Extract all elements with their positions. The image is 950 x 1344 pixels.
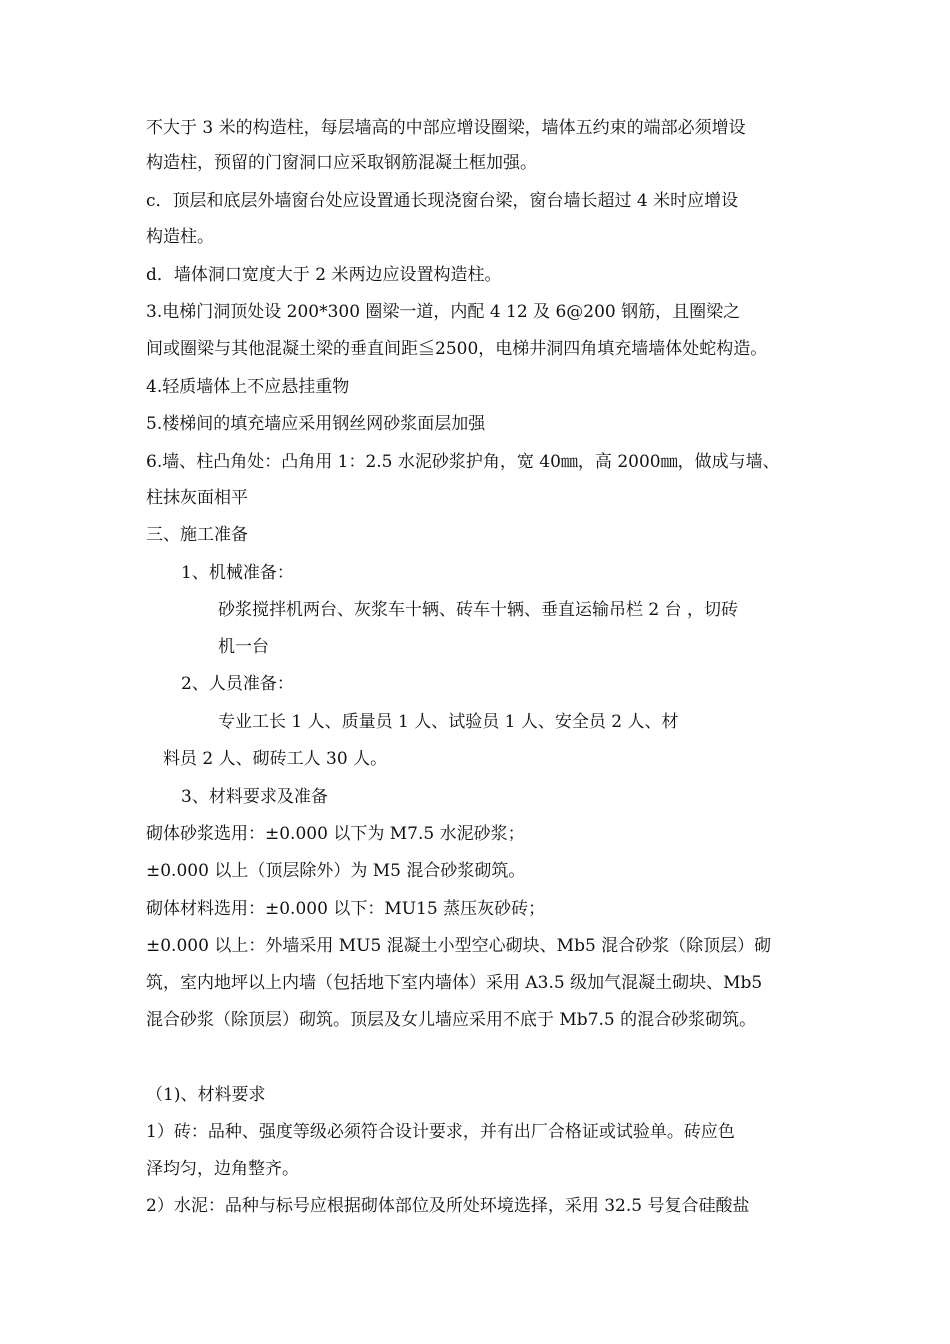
text-line-21: ±0.000 以上（顶层除外）为 M5 混合砂浆砌筑。 xyxy=(146,861,526,881)
section-heading: 三、施工准备 xyxy=(146,525,248,545)
text-line-28: 泽均匀，边角整齐。 xyxy=(146,1159,299,1179)
text-line-25: 混合砂浆（除顶层）砌筑。顶层及女儿墙应采用不底于 Mb7.5 的混合砂浆砌筑。 xyxy=(146,1010,757,1030)
subsection-heading-machinery: 1、机械准备： xyxy=(181,563,294,583)
text-line-18: 料员 2 人、砌砖工人 30 人。 xyxy=(163,749,388,769)
text-line-14: 砂浆搅拌机两台、灰浆车十辆、砖车十辆、垂直运输吊栏 2 台 ，切砖 xyxy=(218,600,739,620)
text-line-1: 不大于 3 米的构造柱，每层墙高的中部应增设圈梁，墙体五约束的端部必须增设 xyxy=(146,118,746,138)
text-line-11: 柱抹灰面相平 xyxy=(146,488,248,508)
text-line-2: 构造柱，预留的门窗洞口应采取钢筋混凝土框加强。 xyxy=(146,153,537,173)
text-line-6: 3.电梯门洞顶处设 200*300 圈梁一道，内配 4 12 及 6@200 钢筋，且圈梁之 xyxy=(146,302,741,322)
text-line-15: 机一台 xyxy=(218,637,269,657)
subsection-heading-personnel: 2、人员准备： xyxy=(181,674,294,694)
text-line-5: d．墙体洞口宽度大于 2 米两边应设置构造柱。 xyxy=(146,265,502,285)
subsection-heading-material-requirements: （1)、材料要求 xyxy=(146,1085,266,1105)
text-line-20: 砌体砂浆选用：±0.000 以下为 M7.5 水泥砂浆； xyxy=(146,824,525,844)
text-line-3: c．顶层和底层外墙窗台处应设置通长现浇窗台梁，窗台墙长超过 4 米时应增设 xyxy=(146,191,739,211)
text-line-22: 砌体材料选用：±0.000 以下：MU15 蒸压灰砂砖； xyxy=(146,899,546,919)
text-line-4: 构造柱。 xyxy=(146,227,214,247)
subsection-heading-materials: 3、材料要求及准备 xyxy=(181,787,328,807)
text-line-29: 2）水泥：品种与标号应根据砌体部位及所处环境选择，采用 32.5 号复合硅酸盐 xyxy=(146,1196,750,1216)
text-line-23: ±0.000 以上：外墙采用 MU5 混凝土小型空心砌块、Mb5 混合砂浆（除顶层）砌 xyxy=(146,936,772,956)
text-line-8: 4.轻质墙体上不应悬挂重物 xyxy=(146,377,350,397)
text-line-9: 5.楼梯间的填充墙应采用钢丝网砂浆面层加强 xyxy=(146,414,486,434)
text-line-27: 1）砖：品种、强度等级必须符合设计要求，并有出厂合格证或试验单。砖应色 xyxy=(146,1122,735,1142)
text-line-17: 专业工长 1 人、质量员 1 人、试验员 1 人、安全员 2 人、材 xyxy=(218,712,679,732)
text-line-10: 6.墙、柱凸角处：凸角用 1：2.5 水泥砂浆护角，宽 40㎜，高 2000㎜，做成与墙、 xyxy=(146,452,780,472)
text-line-24: 筑，室内地坪以上内墙（包括地下室内墙体）采用 A3.5 级加气混凝土砌块、Mb5 xyxy=(146,973,763,993)
text-line-7: 间或圈梁与其他混凝土梁的垂直间距≦2500，电梯井洞四角填充墙墙体处蛇构造。 xyxy=(146,339,768,359)
